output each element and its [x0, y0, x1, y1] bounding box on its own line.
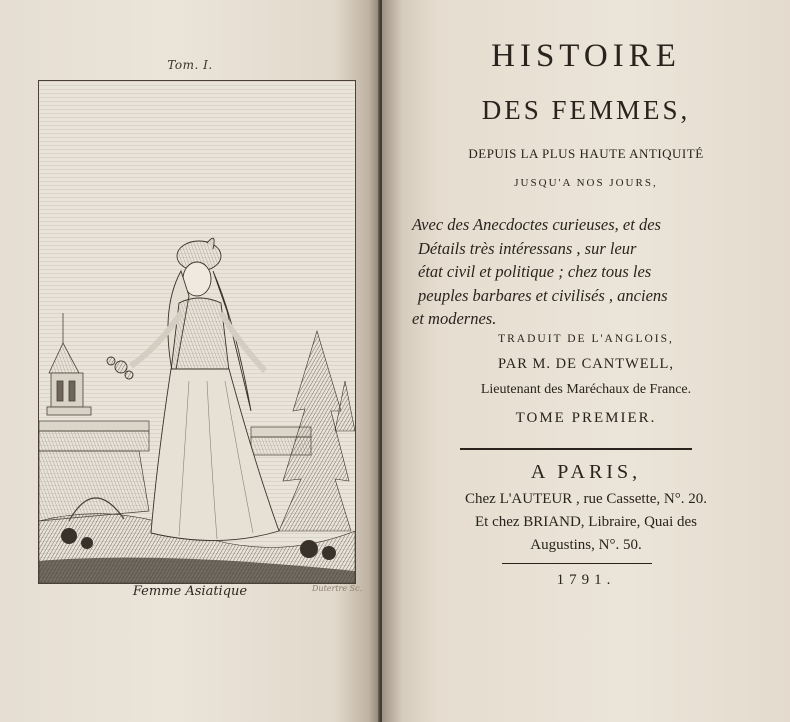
- publisher-line2: Et chez BRIAND, Libraire, Quai des: [474, 514, 697, 530]
- engraver-signature: Dutertre Sc.: [312, 584, 363, 593]
- title-page: [382, 0, 790, 722]
- left-page: [0, 0, 380, 722]
- description-line: Détails très intéressans , sur leur: [418, 238, 637, 258]
- imprint-city: A PARIS,: [530, 461, 642, 483]
- plate-caption: Femme Asiatique: [132, 584, 248, 599]
- subtitle-line2: JUSQU'A NOS JOURS,: [514, 177, 658, 189]
- description-line: et modernes.: [412, 309, 497, 328]
- short-rule-divider: [502, 563, 652, 564]
- book-title-line2: DES FEMMES,: [481, 95, 691, 125]
- translated-from: TRADUIT DE L'ANGLOIS,: [498, 333, 674, 345]
- stone-wall: [39, 451, 149, 521]
- publication-year: 1791.: [556, 572, 616, 588]
- description-block: [412, 213, 742, 331]
- engraving-illustration: [39, 81, 355, 583]
- volume-label: TOME PREMIER.: [515, 410, 657, 426]
- description-line: peuples barbares et civilisés , anciens: [418, 285, 668, 305]
- publisher-line1: Chez L'AUTEUR , rue Cassette, N°. 20.: [465, 491, 707, 507]
- subtitle-line1: DEPUIS LA PLUS HAUTE ANTIQUITÉ: [468, 146, 704, 161]
- description-line: état civil et politique ; chez tous les: [418, 262, 652, 281]
- translator-name: PAR M. DE CANTWELL,: [498, 356, 674, 372]
- translator-title: Lieutenant des Maréchaux de France.: [480, 382, 692, 397]
- double-rule-divider: [460, 448, 692, 450]
- book-title: HISTOIRE: [491, 38, 681, 74]
- publisher-line3: Augustins, N°. 50.: [530, 537, 642, 553]
- frontispiece-engraving: [38, 80, 356, 584]
- description-line: Avec des Anecdoctes curieuses, et des: [412, 215, 661, 234]
- tome-label: Tom. I.: [167, 58, 213, 72]
